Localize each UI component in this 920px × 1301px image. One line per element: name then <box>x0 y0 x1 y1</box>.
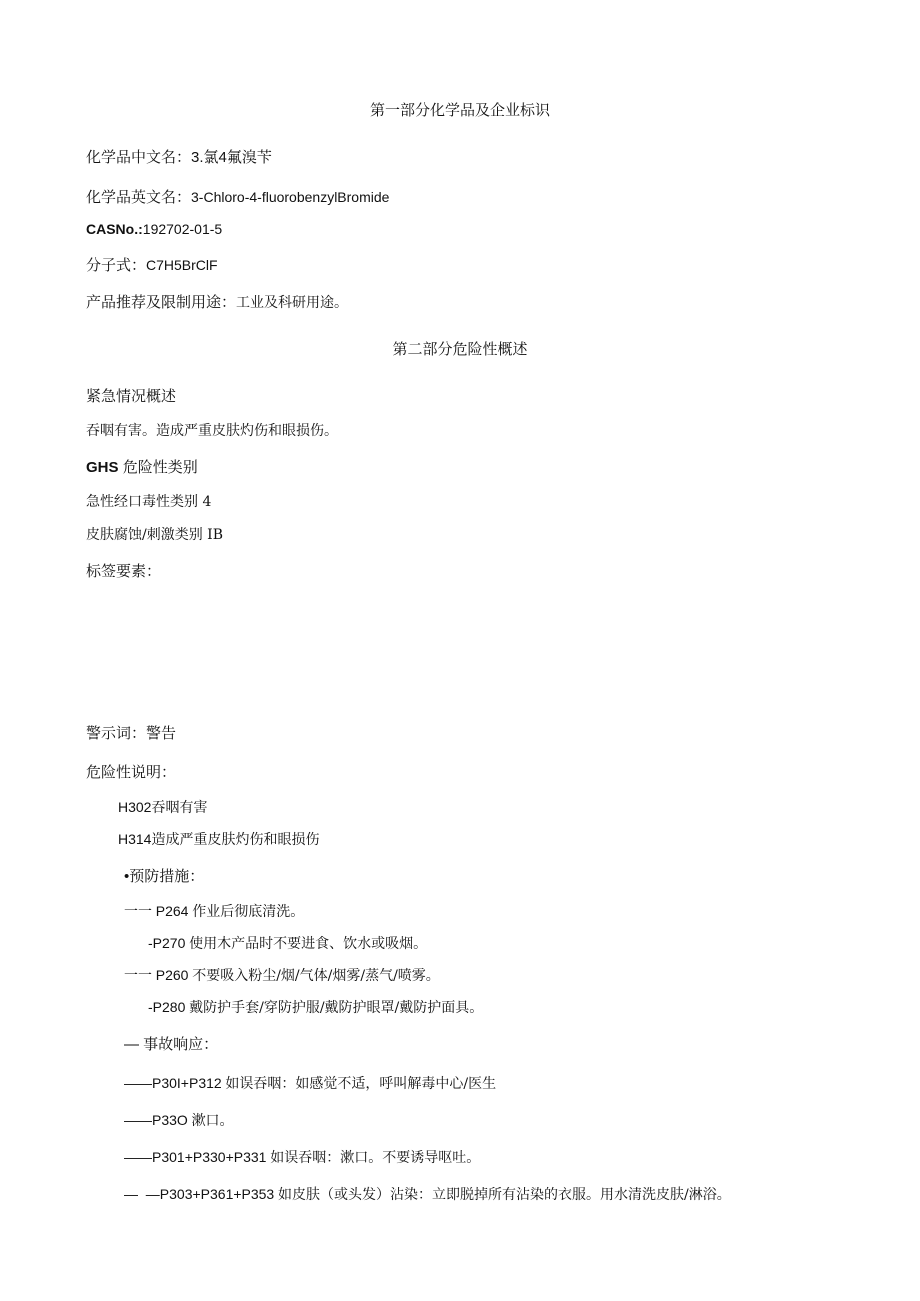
hazard-statement <box>118 829 319 850</box>
response-prefix: —— <box>124 1075 152 1091</box>
prevention-code: P264 <box>155 903 189 919</box>
prevention-prefix: 一一 <box>124 904 152 920</box>
ghs-title-prefix: GHS <box>86 459 119 476</box>
hazard-text: 吞咽有害 <box>151 800 208 816</box>
en-name-row <box>86 187 389 208</box>
signal-word: 警示词：警告 <box>86 725 177 742</box>
use-row <box>86 293 348 313</box>
hazard-code: H302 <box>118 799 152 815</box>
ghs-title <box>86 458 198 478</box>
ghs-title-rest: 危险性类别 <box>122 459 198 476</box>
prevention-text: 戴防护手套/穿防护服/戴防护眼罩/戴防护面具。 <box>189 1000 484 1016</box>
ghs-item: 急性经口毒性类别 4 <box>86 494 212 510</box>
hazard-text: 造成严重皮肤灼伤和眼损伤 <box>151 832 320 848</box>
prevention-code: P260 <box>155 967 189 983</box>
response-text: 漱口。 <box>191 1113 234 1129</box>
prevention-prefix: 一一 <box>124 968 152 984</box>
formula-value: C7H5BrClF <box>146 257 218 273</box>
prevention-item <box>124 965 440 986</box>
hazard-statement <box>118 797 207 818</box>
hazard-statements-title: 危险性说明： <box>86 764 177 781</box>
response-item <box>124 1184 731 1205</box>
formula-label: 分子式： <box>86 257 147 274</box>
response-item <box>124 1110 234 1131</box>
response-title: — 事故响应： <box>124 1036 219 1053</box>
prevention-title: •预防措施： <box>124 868 205 885</box>
prevention-code: -P270 <box>148 935 186 951</box>
response-text: 如误吞咽：如感觉不适，呼叫解毒中心/医生 <box>225 1076 497 1092</box>
emergency-title: 紧急情况概述 <box>86 388 177 405</box>
use-value: 工业及科研用途。 <box>236 295 349 311</box>
prevention-code: -P280 <box>148 999 186 1015</box>
prevention-item <box>148 997 483 1018</box>
response-item <box>124 1147 480 1168</box>
prevention-item <box>124 901 304 922</box>
prevention-text: 使用木产品时不要进食、饮水或吸烟。 <box>189 936 428 952</box>
label-elements-title: 标签要素： <box>86 563 162 580</box>
response-prefix: — — <box>124 1186 160 1202</box>
response-code: P33O <box>152 1112 188 1128</box>
response-code: P301+P330+P331 <box>152 1149 267 1165</box>
part1-heading: 第一部分化学品及企业标识 <box>369 102 550 119</box>
response-text: 如皮肤（或头发）沾染：立即脱掉所有沾染的衣服。用水清洗皮肤/淋浴。 <box>277 1187 731 1203</box>
cn-name-row <box>86 148 272 168</box>
cn-name-label: 化学品中文名： <box>86 149 192 166</box>
part2-heading: 第二部分危险性概述 <box>392 341 528 358</box>
response-prefix: —— <box>124 1149 152 1165</box>
ghs-item: 皮肤腐蚀/刺激类别 IB <box>86 527 223 543</box>
prevention-text: 作业后彻底清洗。 <box>192 904 305 920</box>
response-item <box>124 1073 496 1094</box>
hazard-code: H314 <box>118 831 152 847</box>
cas-label: CASNo.: <box>86 221 143 237</box>
en-name-value: 3-Chloro-4-fluorobenzylBromide <box>191 189 390 205</box>
formula-row <box>86 255 218 276</box>
cas-value: 192702-01-5 <box>142 221 223 237</box>
cn-name-value: 3.氯4氟溴苄 <box>191 149 272 166</box>
response-text: 如误吞咽：漱口。不要诱导呕吐。 <box>270 1150 481 1166</box>
use-label: 产品推荐及限制用途： <box>86 294 237 311</box>
en-name-label: 化学品英文名： <box>86 189 192 206</box>
response-prefix: —— <box>124 1112 152 1128</box>
cas-row <box>86 219 222 239</box>
prevention-item <box>148 933 427 954</box>
response-code: P303+P361+P353 <box>159 1186 275 1202</box>
response-code: P30I+P312 <box>152 1075 222 1091</box>
emergency-text: 吞咽有害。造成严重皮肤灼伤和眼损伤。 <box>86 423 338 439</box>
prevention-text: 不要吸入粉尘/烟/气体/烟雾/蒸气/喷雾。 <box>192 968 440 984</box>
